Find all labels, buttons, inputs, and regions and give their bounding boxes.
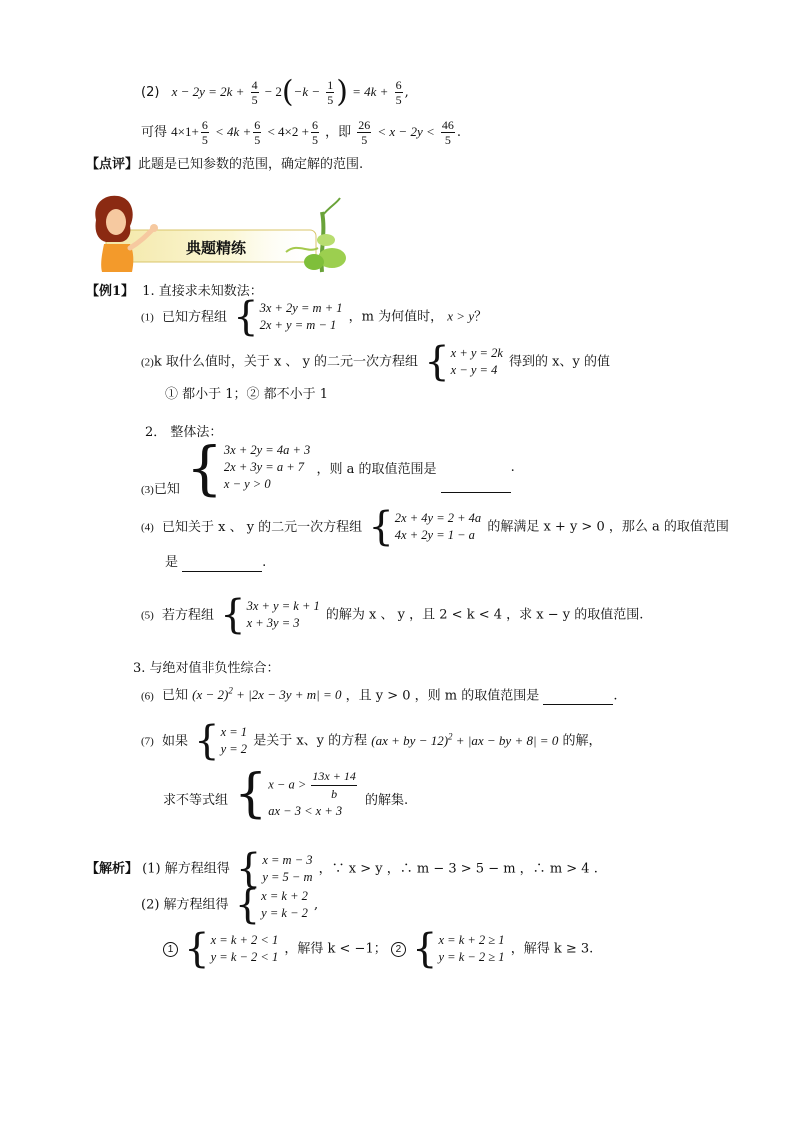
- section-3-title: 3. 与绝对值非负性综合：: [133, 661, 280, 676]
- section-1-title: 1. 直接求未知数法：: [142, 284, 263, 299]
- section-banner: [86, 192, 350, 274]
- question-4: (4) 已知关于 x 、 y 的二元一次方程组 { 2x + 4y = 2 + 4a 4x + 2y = 1 − a 的解满足 x + y > 0 ，那么 a 的取值范围: [141, 504, 729, 550]
- circled-one-icon: 1: [163, 942, 178, 957]
- solution-3: 1 { x = k + 2 < 1 y = k − 2 < 1 ，解得 k < −1； 2 { x = k + 2 ≥ 1 y = k − 2 ≥ 1 ，解得 k ≥ 3.: [163, 932, 593, 966]
- comment-label: 【点评】: [86, 157, 139, 172]
- question-1: (1) 已知方程组 { 3x + 2y = m + 1 2x + y = m − 1 ，m 为何值时， x > y？: [141, 294, 488, 340]
- question-6: (6) 已知 $(x - 2)^2 + |2x - 3y + m| = 0$ ，且 y > 0 ，则 m 的取值范围是 .: [141, 686, 618, 704]
- banner-illustration: [86, 192, 350, 274]
- solution-2: (2) 解方程组得 { x = k + 2 y = k − 2 ,: [141, 882, 319, 928]
- question-2-options: ① 都小于 1；② 都不小于 1: [165, 387, 329, 402]
- banner-title: 典题精练: [186, 239, 247, 257]
- question-3: $_{(3)}$已知 { 3x + 2y = 4a + 3 2x + 3y = a + 7 x − y > 0 ，则 a 的取值范围是 .: [141, 433, 515, 502]
- section-2-title: 2． 整体法：: [145, 425, 223, 440]
- answer-blank-4[interactable]: [182, 557, 262, 572]
- comment: [86, 156, 363, 174]
- solution-1: 【解析】 (1) 解方程组得 { x = m − 3 y = 5 − m ，∵ x > y ，∴ m − 3 > 5 − m ，∴ m > 4 .: [86, 846, 598, 892]
- comment-text: 此题是已知参数的范围，确定解的范围.: [138, 157, 364, 172]
- answer-blank-6[interactable]: [543, 690, 613, 705]
- question-5: (5) 若方程组 { 3x + y = k + 1 x + 3y = 3 的解为 x 、 y ，且 2 < k < 4 ，求 x − y 的取值范围.: [141, 592, 644, 638]
- solution-label: 【解析】: [86, 861, 139, 877]
- example-label: 【例1】: [86, 284, 135, 299]
- answer-blank-3[interactable]: [441, 478, 511, 493]
- question-7: (7) 如果 { x = 1 y = 2 是关于 x、y 的方程 (ax + by − 12)$^2$ + |ax − by + 8| = 0 的解，: [141, 718, 602, 764]
- question-4-continued: 是 .: [165, 555, 267, 570]
- top-line-1: (2) x − 2y = 2k + $\frac{4}{5}$ − 2(−k − $\frac{1}{5}$ ) = 4k + $\frac{6}{5}$ ,: [141, 74, 409, 110]
- question-2: (2)k 取什么值时，关于 x 、 y 的二元一次方程组 { x + y = 2k x − y = 4 得到的 x、y 的值: [141, 339, 610, 385]
- question-7-continued: 求不等式组 { x − a > $\frac{13x + 14}{b}$ ax − 3 < x + 3 的解集.: [163, 764, 409, 824]
- circled-two-icon: 2: [391, 942, 406, 957]
- top-line-2: 可得 4×1+ $\frac{6}{5}$ < 4k + $\frac{6}{5}$ < 4×2 + $\frac{6}{5}$ ，即 $\frac{26}{5}$ < x − 2y < $\frac{46}{5}$ .: [141, 118, 462, 147]
